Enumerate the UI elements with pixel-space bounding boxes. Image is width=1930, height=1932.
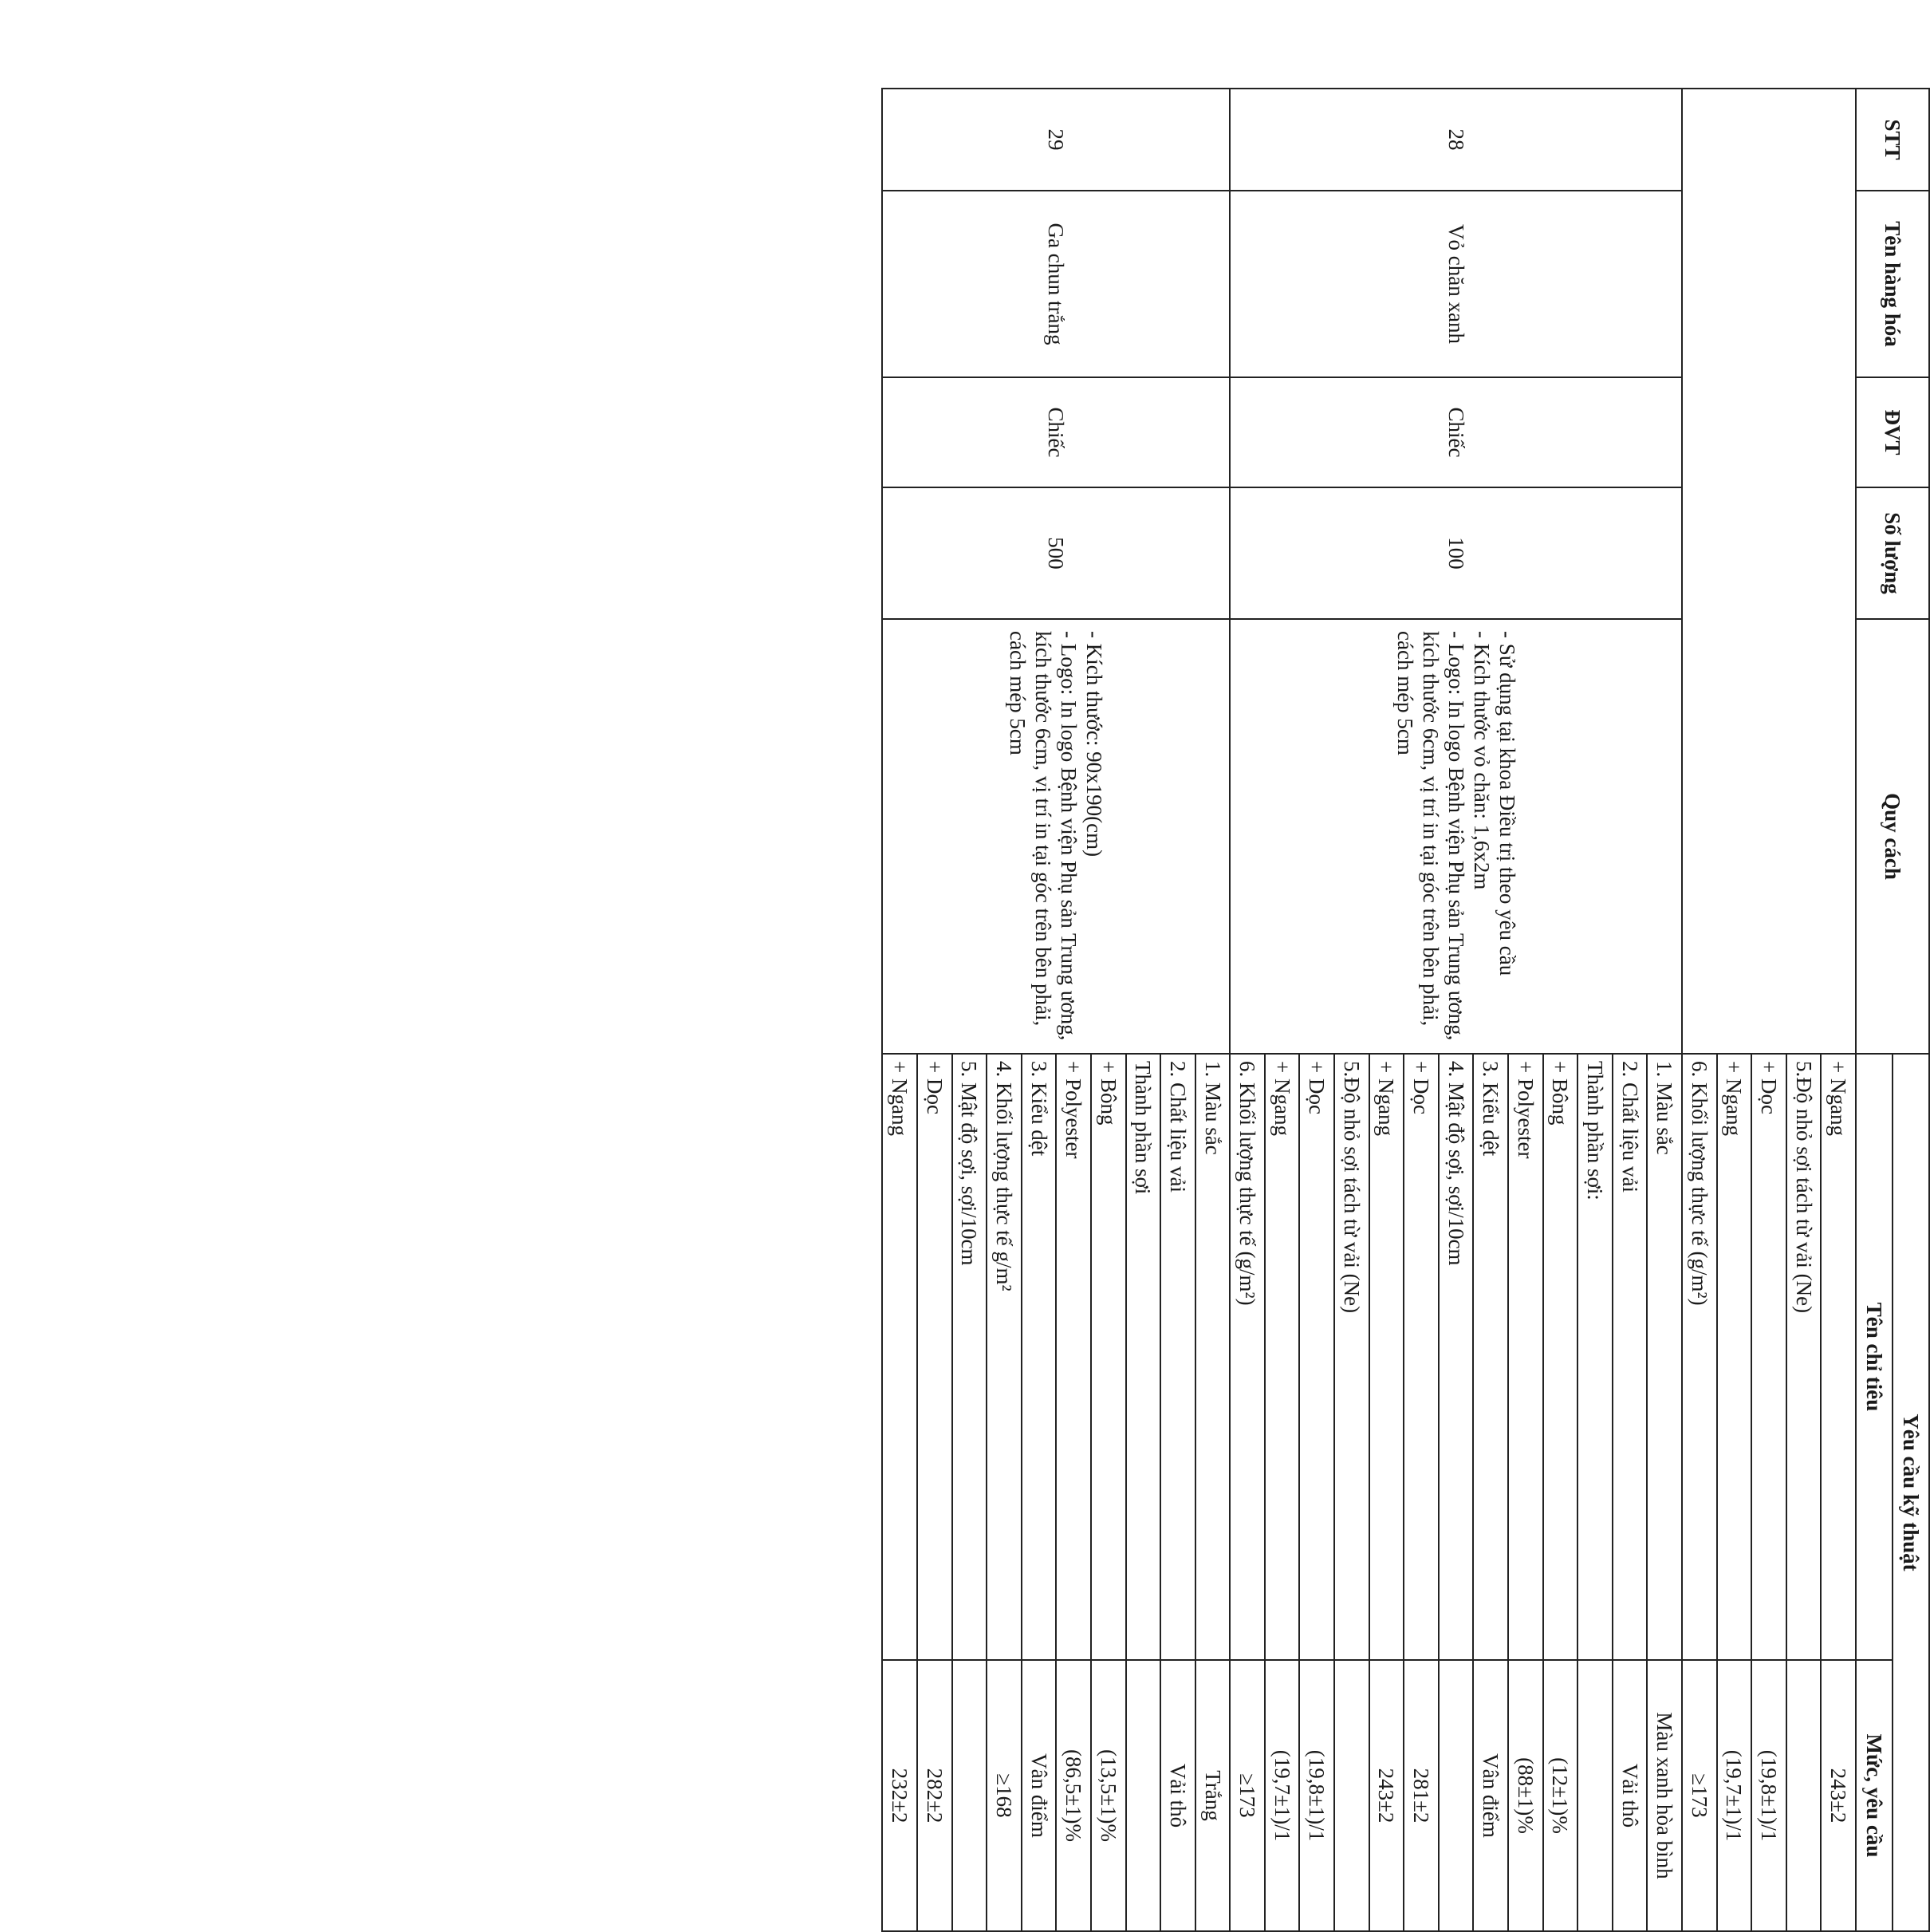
item-stt: 29 (882, 89, 1230, 191)
indicator-cell: 6. Khối lượng thực tế (g/m²) (1230, 1054, 1265, 1660)
table-body (882, 89, 1856, 1931)
requirement-value-cell: 232±2 (882, 1660, 917, 1931)
header-ten-hang-hoa: Tên hàng hóa (1856, 191, 1929, 377)
carry-over-blank-cell (1682, 89, 1856, 1054)
header-stt: STT (1856, 89, 1929, 191)
requirement-value-cell: (19,8±1)/1 (1751, 1660, 1786, 1931)
header-muc-yeu-cau: Mức, yêu cầu (1856, 1660, 1893, 1931)
header-ten-chi-tieu: Tên chỉ tiêu (1856, 1054, 1893, 1660)
indicator-cell: 3. Kiểu dệt (1473, 1054, 1508, 1660)
requirement-value-cell: (86,5±1)% (1056, 1660, 1091, 1931)
requirement-value-cell: (13,5±1)% (1091, 1660, 1126, 1931)
item-spec-line: - Sử dụng tại khoa Điều trị theo yêu cầu (1495, 631, 1519, 976)
requirement-value-cell: 281±2 (1404, 1660, 1439, 1931)
indicator-cell: + Polyester (1056, 1054, 1091, 1660)
requirement-value-cell (1577, 1660, 1613, 1931)
indicator-cell: + Ngang (1821, 1054, 1856, 1660)
indicator-cell: + Dọc (917, 1054, 952, 1660)
indicator-cell: 1. Màu sắc (1647, 1054, 1682, 1660)
indicator-cell: + Ngang (882, 1054, 917, 1660)
indicator-cell: + Ngang (1717, 1054, 1752, 1660)
header-row-1 (1893, 89, 1929, 1931)
indicator-cell: 2. Chất liệu vải (1160, 1054, 1195, 1660)
indicator-cell: + Dọc (1300, 1054, 1335, 1660)
indicator-cell: 5.Độ nhỏ sợi tách từ vải (Ne) (1334, 1054, 1369, 1660)
header-so-luong: Số lượng (1856, 487, 1929, 619)
item-spec-line: - Kích thước vỏ chăn: 1,6x2m (1469, 631, 1494, 890)
header-quy-cach: Quy cách (1856, 619, 1929, 1054)
indicator-cell: + Dọc (1751, 1054, 1786, 1660)
indicator-cell: + Bông (1543, 1054, 1578, 1660)
requirement-value-cell: 243±2 (1369, 1660, 1404, 1931)
requirement-value-cell: (88±1)% (1508, 1660, 1543, 1931)
indicator-cell: 5. Mật độ sợi, sợi/10cm (952, 1054, 987, 1660)
indicator-cell: + Ngang (1369, 1054, 1404, 1660)
requirement-value-cell (1786, 1660, 1822, 1931)
indicator-cell: Thành phần sợi: (1577, 1054, 1613, 1660)
rotated-spec-table-page (881, 88, 1930, 1930)
requirement-value-cell: Trắng (1195, 1660, 1231, 1931)
table-row (1821, 89, 1856, 1931)
item-unit: Chiếc (882, 377, 1230, 487)
requirement-value-cell: Vân điểm (1022, 1660, 1057, 1931)
requirement-value-cell: Vân điểm (1473, 1660, 1508, 1931)
item-name: Ga chun trắng (882, 191, 1230, 377)
requirement-value-cell (1439, 1660, 1474, 1931)
requirement-value-cell: (19,8±1)/1 (1300, 1660, 1335, 1931)
indicator-cell: 5.Độ nhỏ sợi tách từ vải (Ne) (1786, 1054, 1822, 1660)
indicator-cell: 4. Khối lượng thực tế g/m² (987, 1054, 1022, 1660)
requirement-value-cell: 243±2 (1821, 1660, 1856, 1931)
indicator-cell: 1. Màu sắc (1195, 1054, 1231, 1660)
requirement-value-cell: (19,7±1)/1 (1717, 1660, 1752, 1931)
item-spec (1230, 619, 1682, 1054)
header-dvt: ĐVT (1856, 377, 1929, 487)
requirement-value-cell: Màu xanh hòa bình (1647, 1660, 1682, 1931)
indicator-cell: Thành phần sợi (1126, 1054, 1161, 1660)
item-stt: 28 (1230, 89, 1682, 191)
requirement-value-cell: Vải thô (1613, 1660, 1648, 1931)
indicator-cell: 4. Mật độ sợi, sợi/10cm (1439, 1054, 1474, 1660)
indicator-cell: + Bông (1091, 1054, 1126, 1660)
requirement-value-cell (1334, 1660, 1369, 1931)
table-row (1195, 89, 1231, 1931)
indicator-cell: + Dọc (1404, 1054, 1439, 1660)
indicator-cell: + Polyester (1508, 1054, 1543, 1660)
item-quantity: 100 (1230, 487, 1682, 619)
header-yeu-cau-ky-thuat: Yêu cầu kỹ thuật (1893, 1054, 1929, 1931)
item-unit: Chiếc (1230, 377, 1682, 487)
requirement-value-cell: ≥168 (987, 1660, 1022, 1931)
requirement-value-cell: (12±1)% (1543, 1660, 1578, 1931)
requirement-value-cell: (19,7±1)/1 (1265, 1660, 1300, 1931)
requirement-value-cell: 282±2 (917, 1660, 952, 1931)
indicator-cell: 3. Kiểu dệt (1022, 1054, 1057, 1660)
item-name: Vỏ chăn xanh (1230, 191, 1682, 377)
technical-spec-table (881, 88, 1930, 1932)
item-spec (882, 619, 1230, 1054)
requirement-value-cell (952, 1660, 987, 1931)
item-spec-line: - Logo: In logo Bệnh viện Phụ sản Trung ương, kích thước 6cm, vị trí in tại góc trên bên phải, cách mép 5cm (1006, 631, 1081, 1041)
table-row (1647, 89, 1682, 1931)
requirement-value-cell: ≥173 (1230, 1660, 1265, 1931)
item-quantity: 500 (882, 487, 1230, 619)
requirement-value-cell (1126, 1660, 1161, 1931)
indicator-cell: + Ngang (1265, 1054, 1300, 1660)
requirement-value-cell: ≥173 (1682, 1660, 1717, 1931)
indicator-cell: 6. Khối lượng thực tế (g/m²) (1682, 1054, 1717, 1660)
item-spec-line: - Logo: In logo Bệnh viện Phụ sản Trung ương, kích thước 6cm, vị trí in tại góc trên bên phải, cách mép 5cm (1392, 631, 1468, 1041)
indicator-cell: 2. Chất liệu vải (1613, 1054, 1648, 1660)
requirement-value-cell: Vải thô (1160, 1660, 1195, 1931)
item-spec-line: - Kích thước: 90x190(cm) (1082, 631, 1107, 858)
